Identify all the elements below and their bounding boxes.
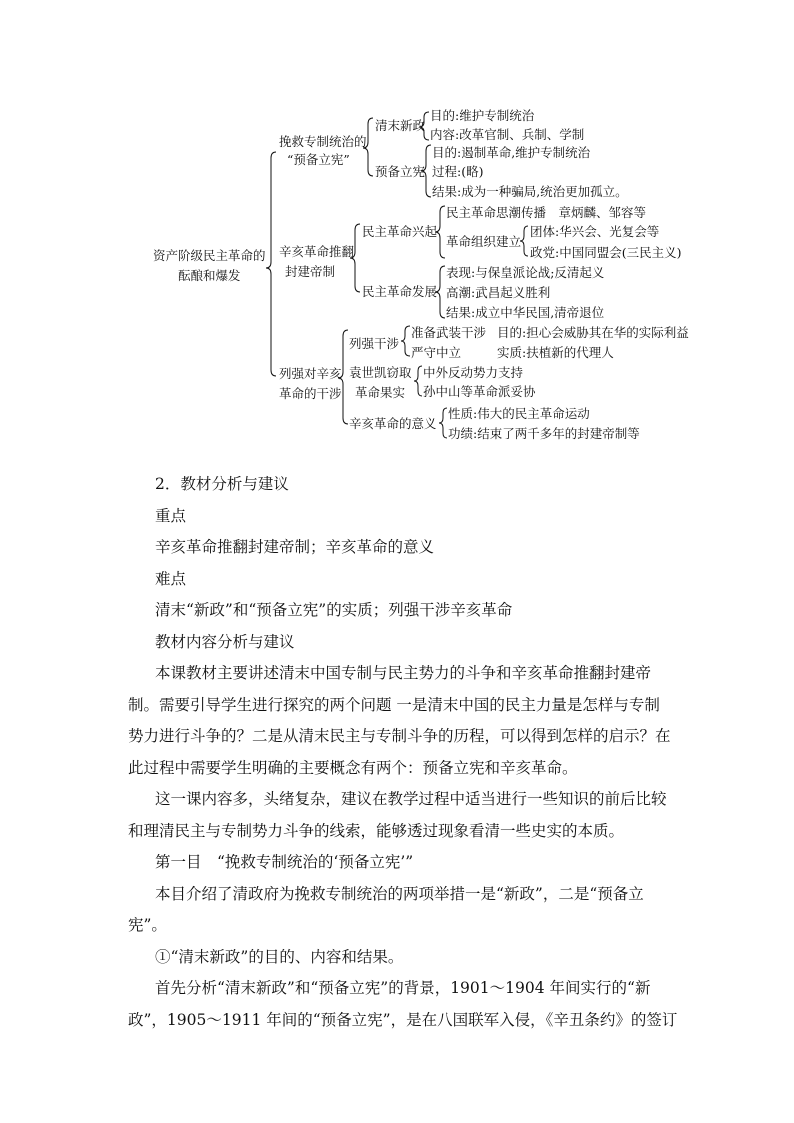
paragraph-2-line-1: 这一课内容多，头绪复杂，建议在教学过程中适当进行一些知识的前后比较 [155, 790, 667, 808]
b2-fazhan-item-2: 高潮:武昌起义胜利 [446, 285, 551, 300]
paragraph-2-line-2: 和理清民主与专制势力斗争的线索，能够透过现象看清一些史实的本质。 [128, 822, 625, 840]
b1-label-line1: 挽救专制统治的 [279, 134, 367, 149]
analysis-heading: 教材内容分析与建议 [155, 633, 295, 651]
b3-ganshe-label: 列强干涉 [349, 336, 400, 351]
b1-xinzheng-item-1: 目的:维护专制统治 [430, 108, 535, 123]
b2-label-line2: 封建帝制 [285, 264, 336, 279]
section-heading: 2．教材分析与建议 [155, 475, 289, 493]
b3-yiyi-item-1: 性质:伟大的民主革命运动 [448, 406, 590, 421]
b3-qiequ-label-line1: 袁世凯窃取 [349, 365, 412, 380]
numbered-point-1: ①“清末新政”的目的、内容和结果。 [155, 948, 404, 966]
b1-lixian-item-1: 目的:遏制革命,维护专制统治 [432, 145, 591, 160]
paragraph-1-line-2: 制。需要引导学生进行探究的两个问题 一是清末中国的民主力量是怎样与专制 [128, 696, 660, 714]
b3-ganshe-brace [401, 326, 410, 356]
b3-ganshe-item-1: 准备武装干涉 [411, 325, 487, 340]
paragraph-1-line-3: 势力进行斗争的？二是从清末民主与专制斗争的历程，可以得到怎样的启示？在 [128, 727, 671, 745]
b3-yiyi-label: 辛亥革命的意义 [349, 416, 437, 431]
b2-zuzhi-item-1: 团体:华兴会、光复会等 [530, 224, 660, 239]
b3-ganshe-note-1: 目的:担心会威胁其在华的实际利益 [497, 325, 689, 340]
paragraph-4-line-2: 政”，1905～1911 年间的“预备立宪”，是在八国联军入侵，《辛丑条约》的签订 [128, 1011, 678, 1029]
b3-yiyi-item-2: 功绩:结束了两千多年的封建帝制等 [448, 426, 640, 441]
b1-lixian-brace [421, 145, 431, 197]
b2-zuzhi-brace [520, 226, 528, 256]
difficulties-heading: 难点 [155, 570, 187, 588]
b2-zuzhi-label: 革命组织建立 [446, 234, 522, 249]
b2-xingqi-label: 民主革命兴起 [362, 224, 438, 239]
key-points-text: 辛亥革命推翻封建帝制；辛亥革命的意义 [155, 538, 435, 556]
b2-label-line1: 辛亥革命推翻 [279, 244, 355, 259]
b2-fazhan-label: 民主革命发展 [362, 284, 438, 299]
b2-fazhan-brace [435, 266, 445, 318]
subsection-1-heading: 第一目 “挽救专制统治的‘预备立宪’” [155, 853, 414, 871]
b1-label-line2: “预备立宪” [287, 152, 350, 167]
b3-label-line1: 列强对辛亥 [279, 366, 342, 381]
b3-ganshe-item-2: 严守中立 [411, 345, 462, 360]
difficulties-text: 清末“新政”和“预备立宪”的实质；列强干涉辛亥革命 [155, 601, 513, 619]
b2-brace [350, 224, 360, 292]
b1-lixian-label: 预备立宪 [375, 164, 426, 179]
paragraph-3-line-1: 本目介绍了清政府为挽救专制统治的两项举措一是“新政”，二是“预备立 [155, 885, 644, 903]
paragraph-1-line-4: 此过程中需要学生明确的主要概念有两个：预备立宪和辛亥革命。 [128, 759, 578, 777]
paragraph-1-line-1: 本课教材主要讲述清末中国专制与民主势力的斗争和辛亥革命推翻封建帝 [155, 664, 652, 682]
paragraph-4-line-1: 首先分析“清末新政”和“预备立宪”的背景，1901～1904 年间实行的“新 [155, 979, 651, 997]
b3-qiequ-brace [414, 366, 422, 396]
b3-yiyi-brace [439, 408, 447, 438]
paragraph-3-line-2: 宪”。 [128, 916, 167, 934]
b2-sichao: 民主革命思潮传播 章炳麟、邹容等 [446, 205, 647, 220]
root-label-line1: 资产阶级民主革命的 [153, 248, 266, 263]
b3-label-line2: 革命的干涉 [279, 386, 342, 401]
b2-fazhan-item-3: 结果:成立中华民国,清帝退位 [446, 305, 605, 320]
knowledge-structure-diagram [0, 0, 794, 460]
b1-xinzheng-label: 清末新政 [375, 118, 426, 133]
root-label-line2: 酝酿和爆发 [178, 268, 241, 283]
root-brace [266, 152, 276, 376]
b3-qiequ-label-line2: 革命果实 [355, 385, 406, 400]
b2-fazhan-item-1: 表现:与保皇派论战;反清起义 [446, 265, 605, 280]
b3-ganshe-note-2: 实质:扶植新的代理人 [497, 345, 614, 360]
b2-zuzhi-item-2: 政党:中国同盟会(三民主义) [530, 245, 682, 260]
b1-lixian-item-2: 过程:(略) [432, 164, 484, 179]
b3-qiequ-item-2: 孙中山等革命派妥协 [423, 384, 536, 399]
key-points-heading: 重点 [155, 507, 187, 525]
b1-lixian-item-3: 结果:成为一种骗局,统治更加孤立。 [432, 184, 628, 199]
b3-qiequ-item-1: 中外反动势力支持 [423, 365, 524, 380]
b2-xingqi-brace [435, 206, 445, 258]
b1-xinzheng-item-2: 内容:改革官制、兵制、学制 [430, 127, 585, 142]
